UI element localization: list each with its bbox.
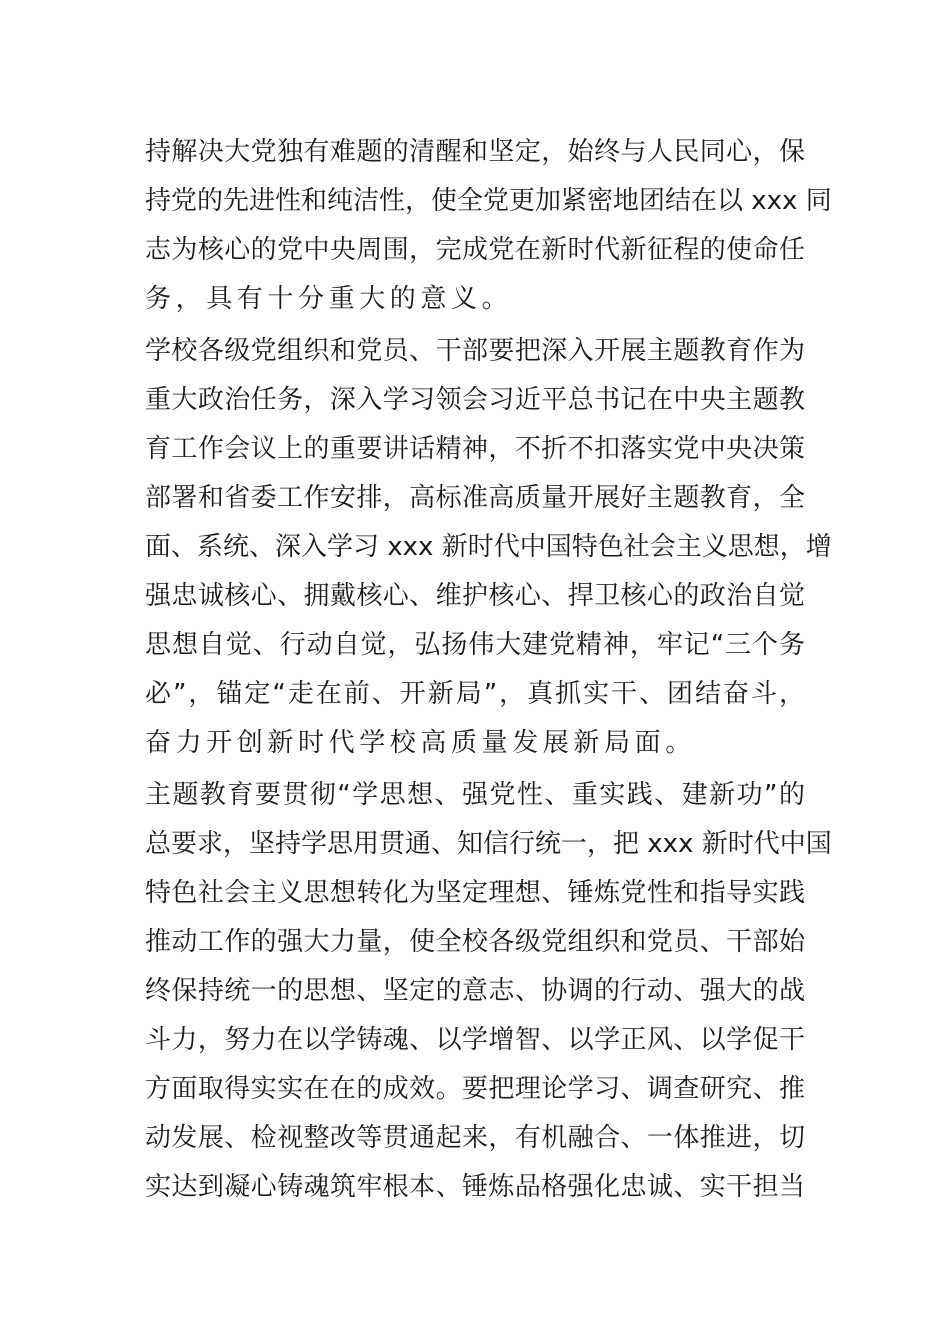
- text-line: 强忠诚核心、拥戴核心、维护核心、捍卫核心的政治自觉: [145, 581, 805, 611]
- text-line: 志为核心的党中央周围，完成党在新时代新征程的使命任: [145, 235, 805, 265]
- text-line: 主题教育要贯彻“学思想、强党性、重实践、建新功”的: [145, 780, 805, 810]
- text-line: 持党的先进性和纯洁性，使全党更加紧密地团结在以 xxx 同: [145, 186, 832, 216]
- text-line: 重大政治任务，深入学习领会习近平总书记在中央主题教: [145, 385, 805, 415]
- text-line: 斗力，努力在以学铸魂、以学增智、以学正风、以学促干: [145, 1025, 805, 1055]
- text-line: 务，具有十分重大的意义。: [145, 284, 513, 314]
- text-line: 总要求，坚持学思用贯通、知信行统一，把 xxx 新时代中国: [145, 829, 832, 859]
- text-line: 实达到凝心铸魂筑牢根本、锤炼品格强化忠诚、实干担当: [145, 1172, 805, 1202]
- text-line: 方面取得实实在在的成效。要把理论学习、调查研究、推: [145, 1074, 805, 1104]
- text-line: 推动工作的强大力量，使全校各级党组织和党员、干部始: [145, 927, 805, 957]
- text-line: 面、系统、深入学习 xxx 新时代中国特色社会主义思想，增: [145, 532, 832, 562]
- text-line: 育工作会议上的重要讲话精神，不折不扣落实党中央决策: [145, 434, 805, 464]
- text-line: 动发展、检视整改等贯通起来，有机融合、一体推进，切: [145, 1123, 805, 1153]
- text-line: 思想自觉、行动自觉，弘扬伟大建党精神，牢记“三个务: [145, 630, 805, 660]
- text-line: 特色社会主义思想转化为坚定理想、锤炼党性和指导实践: [145, 878, 805, 908]
- text-line: 学校各级党组织和党员、干部要把深入开展主题教育作为: [145, 336, 805, 366]
- text-line: 持解决大党独有难题的清醒和坚定，始终与人民同心，保: [145, 137, 805, 167]
- text-line: 必”，锚定“走在前、开新局”，真抓实干、团结奋斗，: [145, 679, 805, 709]
- text-line: 部署和省委工作安排，高标准高质量开展好主题教育，全: [145, 483, 805, 513]
- text-line: 奋力开创新时代学校高质量发展新局面。: [145, 728, 696, 758]
- text-line: 终保持统一的思想、坚定的意志、协调的行动、强大的战: [145, 976, 805, 1006]
